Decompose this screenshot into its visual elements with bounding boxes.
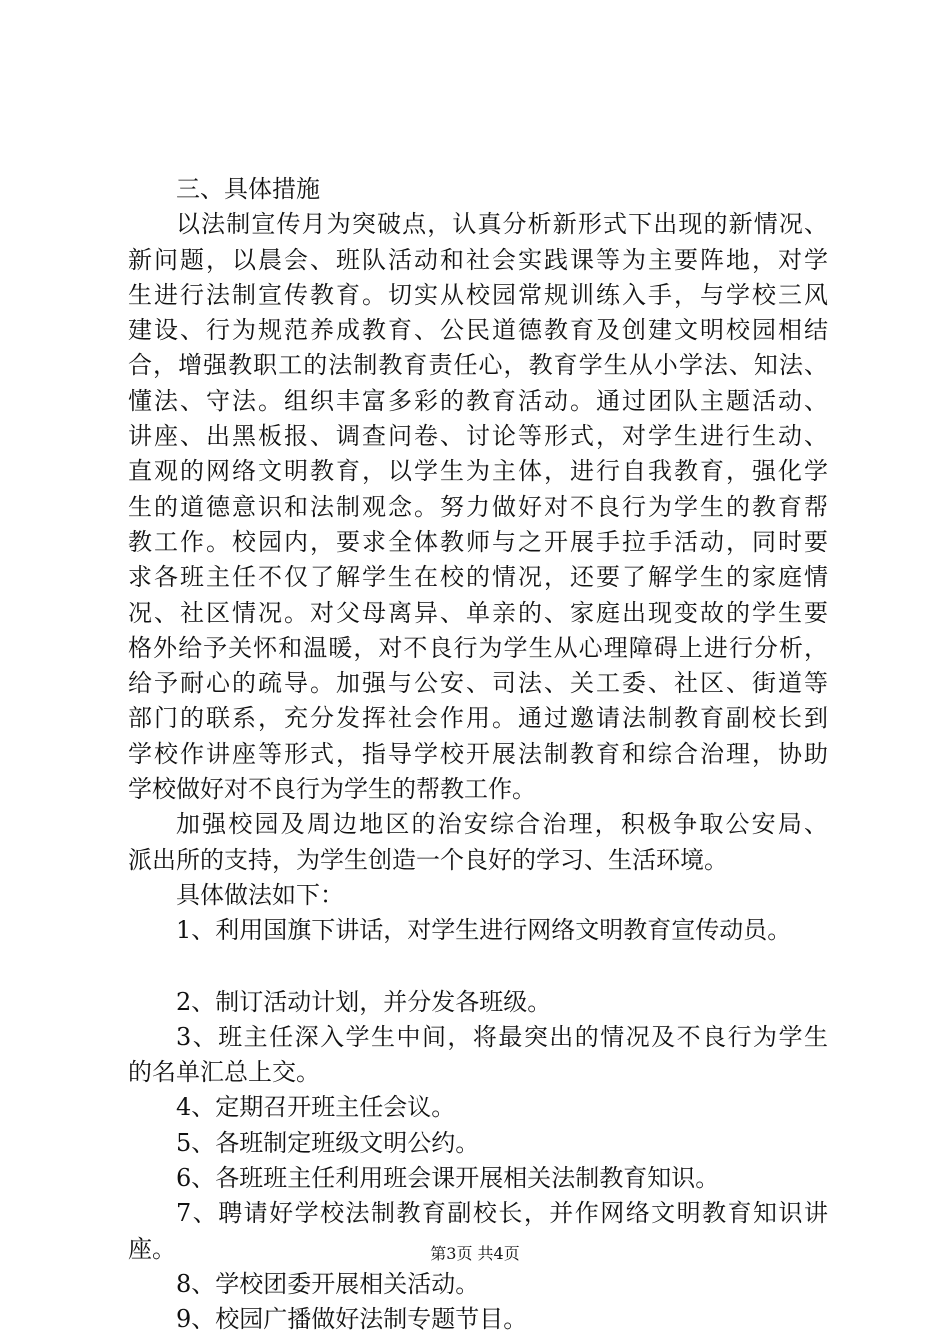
list-item: 6、各班班主任利用班会课开展相关法制教育知识。 (176, 1164, 720, 1193)
text-line: 讲座、出黑板报、调查问卷、讨论等形式，对学生进行生动、 (128, 422, 828, 451)
text-line: 生进行法制宣传教育。切实从校园常规训练入手，与学校三风 (128, 280, 828, 309)
text-line: 直观的网络文明教育，以学生为主体，进行自我教育，强化学 (128, 457, 828, 486)
text-line: 生的道德意识和法制观念。努力做好对不良行为学生的教育帮 (128, 492, 828, 521)
text-line: 况、社区情况。对父母离异、单亲的、家庭出现变故的学生要 (128, 598, 828, 627)
page-number-footer: 第3页 共4页 (430, 1244, 520, 1263)
text-line: 合，增强教职工的法制教育责任心，教育学生从小学法、知法、 (128, 351, 828, 380)
list-item: 5、各班制定班级文明公约。 (176, 1128, 480, 1157)
list-item-continuation: 座。 (128, 1234, 176, 1263)
list-intro: 具体做法如下： (176, 880, 344, 909)
text-line: 格外给予关怀和温暖，对不良行为学生从心理障碍上进行分析， (128, 633, 828, 662)
text-line: 学校做好对不良行为学生的帮教工作。 (128, 775, 536, 804)
text-line: 懂法、守法。组织丰富多彩的教育活动。通过团队主题活动、 (128, 386, 828, 415)
text-line: 给予耐心的疏导。加强与公安、司法、关工委、社区、街道等 (128, 669, 828, 698)
list-item: 4、定期召开班主任会议。 (176, 1093, 456, 1122)
blank-line (128, 949, 828, 985)
text-line: 建设、行为规范养成教育、公民道德教育及创建文明校园相结 (128, 316, 828, 345)
text-line: 加强校园及周边地区的治安综合治理，积极争取公安局、 (176, 810, 828, 839)
text-line: 新问题，以晨会、班队活动和社会实践课等为主要阵地，对学 (128, 245, 828, 274)
list-item: 2、制订活动计划，并分发各班级。 (176, 987, 552, 1016)
text-line: 教工作。校园内，要求全体教师与之开展手拉手活动，同时要 (128, 527, 828, 556)
document-body (128, 172, 828, 1338)
list-item-continuation: 的名单汇总上交。 (128, 1058, 320, 1087)
text-line: 部门的联系，充分发挥社会作用。通过邀请法制教育副校长到 (128, 704, 828, 733)
list-item: 9、校园广播做好法制专题节目。 (176, 1305, 528, 1334)
list-item: 1、利用国旗下讲话，对学生进行网络文明教育宣传动员。 (176, 916, 792, 945)
text-line: 求各班主任不仅了解学生在校的情况，还要了解学生的家庭情 (128, 563, 828, 592)
section-heading: 三、具体措施 (176, 175, 320, 203)
list-item: 8、学校团委开展相关活动。 (176, 1269, 480, 1298)
text-line: 以法制宣传月为突破点，认真分析新形式下出现的新情况、 (176, 210, 828, 239)
text-line: 学校作讲座等形式，指导学校开展法制教育和综合治理，协助 (128, 739, 828, 768)
list-item: 7、聘请好学校法制教育副校长，并作网络文明教育知识讲 (176, 1199, 828, 1228)
list-item: 3、班主任深入学生中间，将最突出的情况及不良行为学生 (176, 1022, 828, 1051)
text-line: 派出所的支持，为学生创造一个良好的学习、生活环境。 (128, 845, 728, 874)
